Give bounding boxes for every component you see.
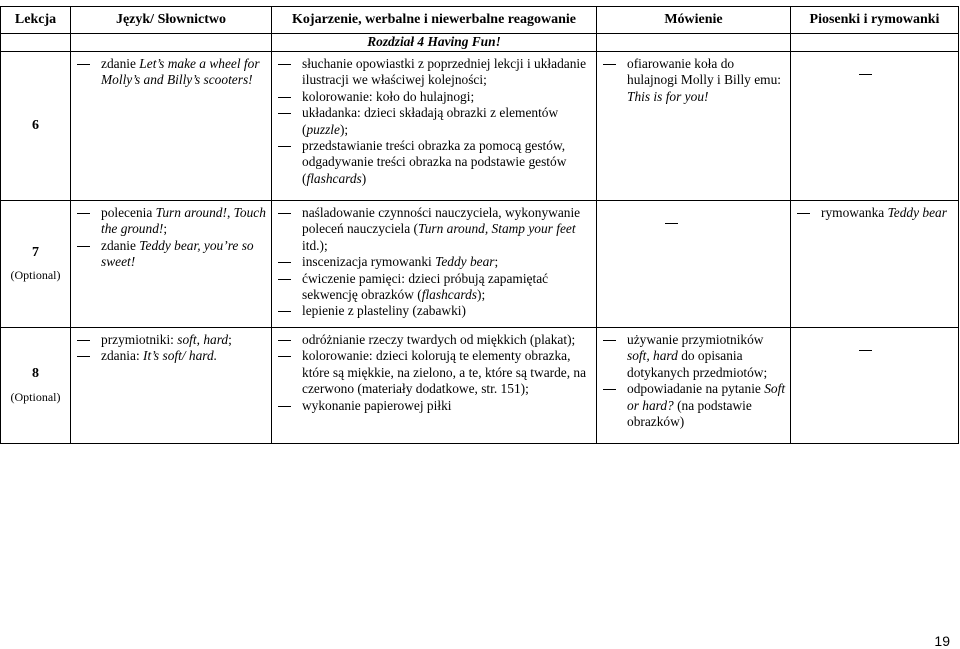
- activity-item: inscenizacja rymowanki Teddy bear;: [272, 254, 592, 270]
- vocab-item: zdanie Let’s make a wheel for Molly’s and Billy’s scooters!: [71, 56, 267, 89]
- lesson-number: 7: [32, 244, 39, 260]
- activity-item: kolorowanie: dzieci kolorują te elementy obrazka, które są miękkie, na zielono, a te, które są twarde, na czerwono (materiały dodatkowe, str. 151);: [272, 348, 592, 397]
- activity-item: przedstawianie treści obrazka za pomocą gestów, odgadywanie treści obrazka na podstawie gestów (flashcards): [272, 138, 592, 187]
- activity-item: odróżnianie rzeczy twardych od miękkich (plakat);: [272, 332, 592, 348]
- header-reacting: Kojarzenie, werbalne i niewerbalne reagowanie: [272, 7, 597, 34]
- activity-item: ćwiczenie pamięci: dzieci próbują zapamiętać sekwencję obrazków (flashcards);: [272, 271, 592, 304]
- lesson-plan-table: [0, 6, 959, 444]
- activity-item: kolorowanie: koło do hulajnogi;: [272, 89, 592, 105]
- chapter-title: Rozdział 4 Having Fun!: [272, 34, 597, 52]
- table-row: [1, 328, 959, 444]
- table-row: [1, 52, 959, 201]
- lesson-number-cell: [1, 201, 71, 328]
- activity-item: wykonanie papierowej piłki: [272, 398, 592, 414]
- table-row: [1, 201, 959, 328]
- lesson-number-cell: [1, 328, 71, 444]
- speaking-item: odpowiadanie na pytanie Soft or hard? (na podstawie obrazków): [597, 381, 786, 430]
- header-row: [1, 7, 959, 34]
- optional-label: (Optional): [10, 268, 61, 282]
- optional-label: (Optional): [10, 389, 61, 404]
- vocab-item: zdania: It’s soft/ hard.: [71, 348, 267, 364]
- activity-item: lepienie z plasteliny (zabawki): [272, 303, 592, 319]
- speaking-item: używanie przymiotników soft, hard do opisania dotykanych przedmiotów;: [597, 332, 786, 381]
- vocab-item: polecenia Turn around!, Touch the ground!;: [71, 205, 267, 238]
- vocab-item: przymiotniki: soft, hard;: [71, 332, 267, 348]
- header-songs: Piosenki i rymowanki: [791, 7, 959, 34]
- header-vocabulary: Język/ Słownictwo: [71, 7, 272, 34]
- speaking-item: ofiarowanie koła do hulajnogi Molly i Billy emu: This is for you!: [597, 56, 786, 105]
- header-speaking: Mówienie: [597, 7, 791, 34]
- header-lesson: Lekcja: [1, 7, 71, 34]
- lesson-number: 8: [32, 366, 39, 382]
- song-item: rymowanka Teddy bear: [791, 205, 954, 221]
- activity-item: słuchanie opowiastki z poprzedniej lekcji i układanie ilustracji we właściwej kolejności;: [272, 56, 592, 89]
- page-number: 19: [934, 633, 950, 649]
- lesson-number: 6: [32, 117, 39, 133]
- vocab-item: zdanie Teddy bear, you’re so sweet!: [71, 238, 267, 271]
- lesson-number-cell: [1, 52, 71, 201]
- activity-item: naśladowanie czynności nauczyciela, wykonywanie poleceń nauczyciela (Turn around, Stamp your feet itd.);: [272, 205, 592, 254]
- activity-item: układanka: dzieci składają obrazki z elementów (puzzle);: [272, 105, 592, 138]
